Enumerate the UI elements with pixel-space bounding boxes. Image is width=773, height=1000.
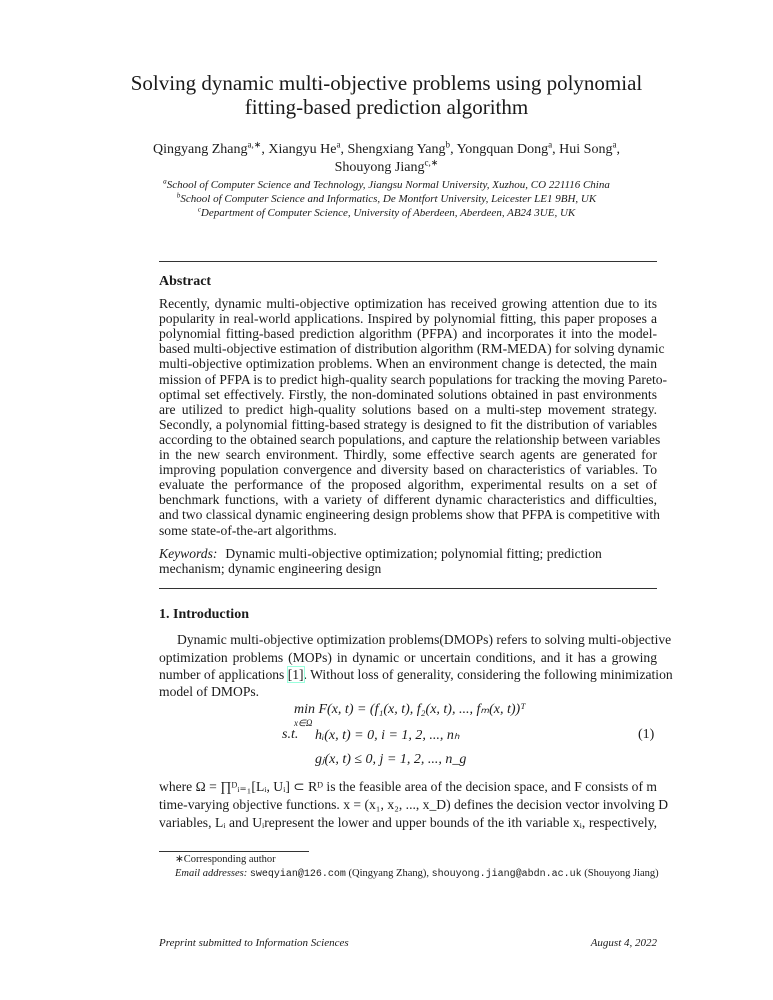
abstract-line: in the new search environment. Thirdly, some effective search agents are generated for	[159, 447, 657, 462]
abstract-line: popularity in real-world applications. Inspired by polynomial fitting, this paper proposes a	[159, 311, 657, 327]
author-name: Qingyang Zhang	[153, 142, 248, 157]
author-affiliation-mark: a	[548, 139, 553, 150]
abstract-line: multi-objective optimization problems. When an environment change is detected, the main	[159, 356, 657, 372]
author-affiliation-mark: b	[445, 139, 451, 150]
abstract-line: evaluate the performance of the proposed algorithm, experimental results on a set of	[159, 477, 657, 493]
keywords-line-2: mechanism; dynamic engineering design	[159, 561, 382, 576]
abstract-top-rule	[159, 261, 657, 262]
abstract-line: improving population convergence and diversity based on characteristics of variables. To	[159, 462, 657, 478]
abstract-line: according to the obtained search populations, and capture the relationship between variables	[159, 431, 661, 447]
email-owner-1: (Qingyang Zhang),	[348, 868, 429, 879]
citation-link[interactable]: [1]	[287, 667, 304, 682]
equation-row-equality: hᵢ(x, t) = 0, i = 1, 2, ..., nₕ	[315, 728, 460, 743]
paper-title-line-2: fitting-based prediction algorithm	[244, 95, 529, 119]
intro-line: optimization problems (MOPs) in dynamic or uncertain conditions, and it has a growing	[159, 650, 657, 665]
affiliation-c	[0, 207, 773, 221]
affiliation-text: School of Computer Science and Technology, Jiangsu Normal University, Xuzhou, CO 221116 China	[166, 179, 610, 191]
affiliation-b	[0, 193, 773, 207]
abstract-line: are utilized to predict high-quality solutions based on a multi-step movement strategy.	[159, 401, 657, 417]
intro-line: Dynamic multi-objective optimization problems(DMOPs) refers to solving multi-objective	[177, 632, 672, 647]
author-affiliation-mark: c,∗	[424, 157, 439, 168]
email-owner-2: (Shouyong Jiang)	[584, 868, 659, 879]
abstract-line: benchmark functions, with a variety of different dynamic characteristics and difficulties,	[159, 492, 657, 508]
keywords-line-1	[159, 546, 657, 562]
abstract-heading: Abstract	[159, 274, 212, 289]
abstract-line: Secondly, a polynomial fitting-based strategy is designed to fit the distribution of variables	[159, 416, 657, 432]
equation-number: (1)	[638, 727, 655, 742]
abstract-bottom-rule	[159, 588, 657, 589]
footer-preprint-note: Preprint submitted to Information Sciences	[159, 937, 349, 949]
author-list-line-2	[0, 159, 773, 177]
equation-st-label: s.t.	[282, 727, 299, 742]
intro-line: variables, Lᵢ and Uᵢrepresent the lower and upper bounds of the ith variable xᵢ, respectively,	[159, 815, 657, 830]
footer-date: August 4, 2022	[590, 937, 657, 949]
affiliation-mark: c	[197, 205, 201, 214]
footnote-rule	[159, 851, 309, 852]
keywords-text: Dynamic multi-objective optimization; polynomial fitting; prediction	[225, 546, 602, 561]
affiliation-text: School of Computer Science and Informatics, De Montfort University, Leicester LE1 9BH, UK	[180, 193, 597, 205]
abstract-line: based multi-objective estimation of distribution algorithm (RM-MEDA) for solving dynamic	[159, 341, 665, 357]
equation-row-objective: min F(x, t) = (f₁(x, t), f₂(x, t), ..., fₘ(x, t))ᵀ	[294, 702, 526, 717]
intro-text: number of applications	[159, 667, 288, 682]
intro-text: . Without loss of generality, considering the following minimization	[303, 667, 673, 682]
affiliation-mark: a	[163, 177, 167, 186]
affiliation-mark: b	[176, 191, 181, 200]
intro-line	[159, 667, 673, 683]
footnote-corresponding-author: ∗Corresponding author	[175, 854, 276, 865]
author-name: Yongquan Dong	[456, 142, 549, 157]
paper-title-line-1: Solving dynamic multi-objective problems using polynomial	[130, 71, 643, 95]
author-affiliation-mark: a,∗	[247, 139, 262, 150]
equation-min-subscript: x∈Ω	[294, 718, 313, 728]
section-heading-introduction: 1. Introduction	[159, 607, 249, 622]
email-label: Email addresses:	[175, 868, 248, 879]
keywords-label: Keywords:	[159, 546, 218, 561]
abstract-line: polynomial fitting-based prediction algorithm (PFPA) and incorporates it into the model-	[159, 326, 657, 342]
intro-line: model of DMOPs.	[159, 684, 260, 699]
author-affiliation-mark: a	[612, 139, 617, 150]
affiliation-text: Department of Computer Science, University of Aberdeen, Aberdeen, AB24 3UE, UK	[200, 207, 576, 219]
email-link-1[interactable]: sweqyian@126.com	[249, 869, 346, 880]
abstract-line: Recently, dynamic multi-objective optimization has received growing attention due to its	[159, 296, 657, 311]
footnote-emails	[175, 868, 659, 880]
abstract-line: mission of PFPA is to predict high-quality search populations for tracking the moving Pareto-	[159, 371, 668, 387]
affiliation-a	[0, 179, 773, 193]
equation-row-inequality: gⱼ(x, t) ≤ 0, j = 1, 2, ..., n_g	[315, 752, 467, 767]
author-name: Shengxiang Yang	[347, 142, 446, 157]
abstract-line: and two classical dynamic engineering design problems show that PFPA is competitive with	[159, 507, 660, 523]
author-list: Qingyang Zhang$^{a,∗}$, Xiangyu He$^a$, Shengxiang Yang$^b$, Yongquan Dong$^a$, Hui Song$^a$,	[153, 139, 620, 157]
author-name: Xiangyu He	[268, 142, 337, 157]
email-link-2[interactable]: shouyong.jiang@abdn.ac.uk	[431, 869, 582, 880]
abstract-line: some state-of-the-art algorithms.	[159, 522, 337, 538]
author-name: Shouyong Jiang	[334, 160, 425, 175]
author-name: Hui Song	[559, 142, 613, 157]
intro-line: time-varying objective functions. x = (x₁, x₂, ..., x_D) defines the decision vector involving D	[159, 797, 669, 812]
author-affiliation-mark: a	[336, 139, 341, 150]
abstract-line: optimal set effectively. Firstly, the non-dominated solutions obtained in past environments	[159, 386, 657, 402]
intro-line: where Ω = ∏ᴰᵢ₌₁[Lᵢ, Uᵢ] ⊂ Rᴰ is the feasible area of the decision space, and F consists of m	[159, 779, 657, 794]
